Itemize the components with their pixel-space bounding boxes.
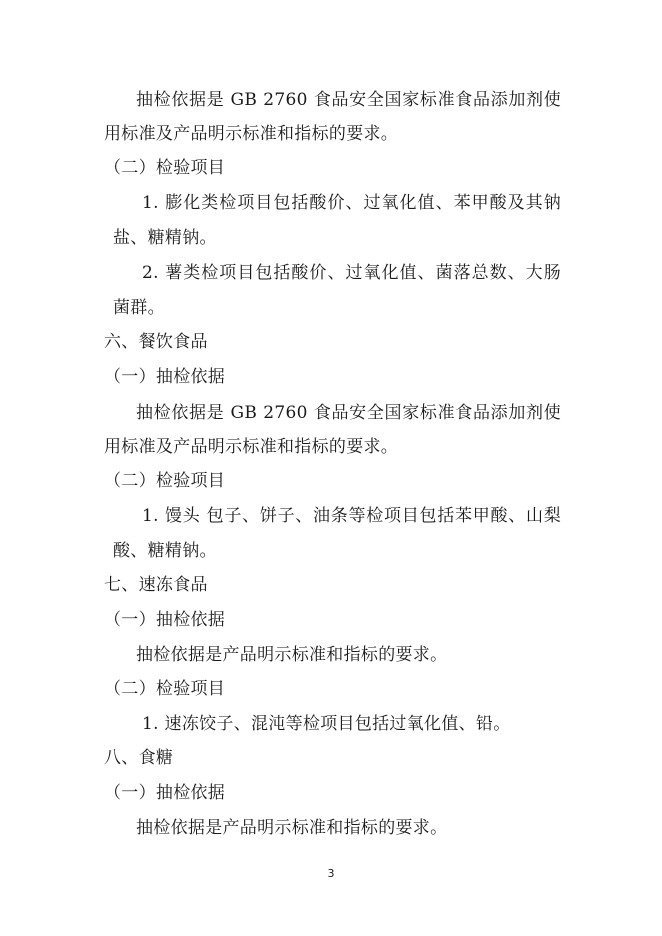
paragraph-line: 酸、糖精钠。 <box>113 541 217 561</box>
paragraph-line: 盐、糖精钠。 <box>113 228 217 248</box>
paragraph-line: 抽检依据是 GB 2760 食品安全国家标准食品添加剂使 <box>136 90 561 110</box>
chapter-heading: 七、速冻食品 <box>104 575 208 595</box>
paragraph-line: 抽检依据是 GB 2760 食品安全国家标准食品添加剂使 <box>136 403 561 423</box>
section-heading: （二）检验项目 <box>104 471 226 491</box>
paragraph-line: 1. 馒头 包子、饼子、油条等检项目包括苯甲酸、山梨 <box>142 506 561 526</box>
paragraph-line: 抽检依据是产品明示标准和指标的要求。 <box>136 645 448 665</box>
section-heading: （二）检验项目 <box>104 679 226 699</box>
paragraph-line: 菌群。 <box>113 298 165 318</box>
section-heading: （一）抽检依据 <box>104 783 226 803</box>
paragraph-line: 用标准及产品明示标准和指标的要求。 <box>104 124 399 144</box>
page-number: 3 <box>327 867 335 880</box>
section-heading: （一）抽检依据 <box>104 367 226 387</box>
chapter-heading: 八、食糖 <box>104 748 174 768</box>
section-heading: （一）抽检依据 <box>104 610 226 630</box>
paragraph-line: 1. 膨化类检项目包括酸价、过氧化值、苯甲酸及其钠 <box>142 193 561 213</box>
paragraph-line: 用标准及产品明示标准和指标的要求。 <box>104 437 399 457</box>
paragraph-line: 2. 薯类检项目包括酸价、过氧化值、菌落总数、大肠 <box>142 263 561 283</box>
chapter-heading: 六、餐饮食品 <box>104 332 208 352</box>
paragraph-line: 抽检依据是产品明示标准和指标的要求。 <box>136 818 448 838</box>
section-heading: （二）检验项目 <box>104 158 226 178</box>
paragraph-line: 1. 速冻饺子、混沌等检项目包括过氧化值、铅。 <box>142 714 511 734</box>
